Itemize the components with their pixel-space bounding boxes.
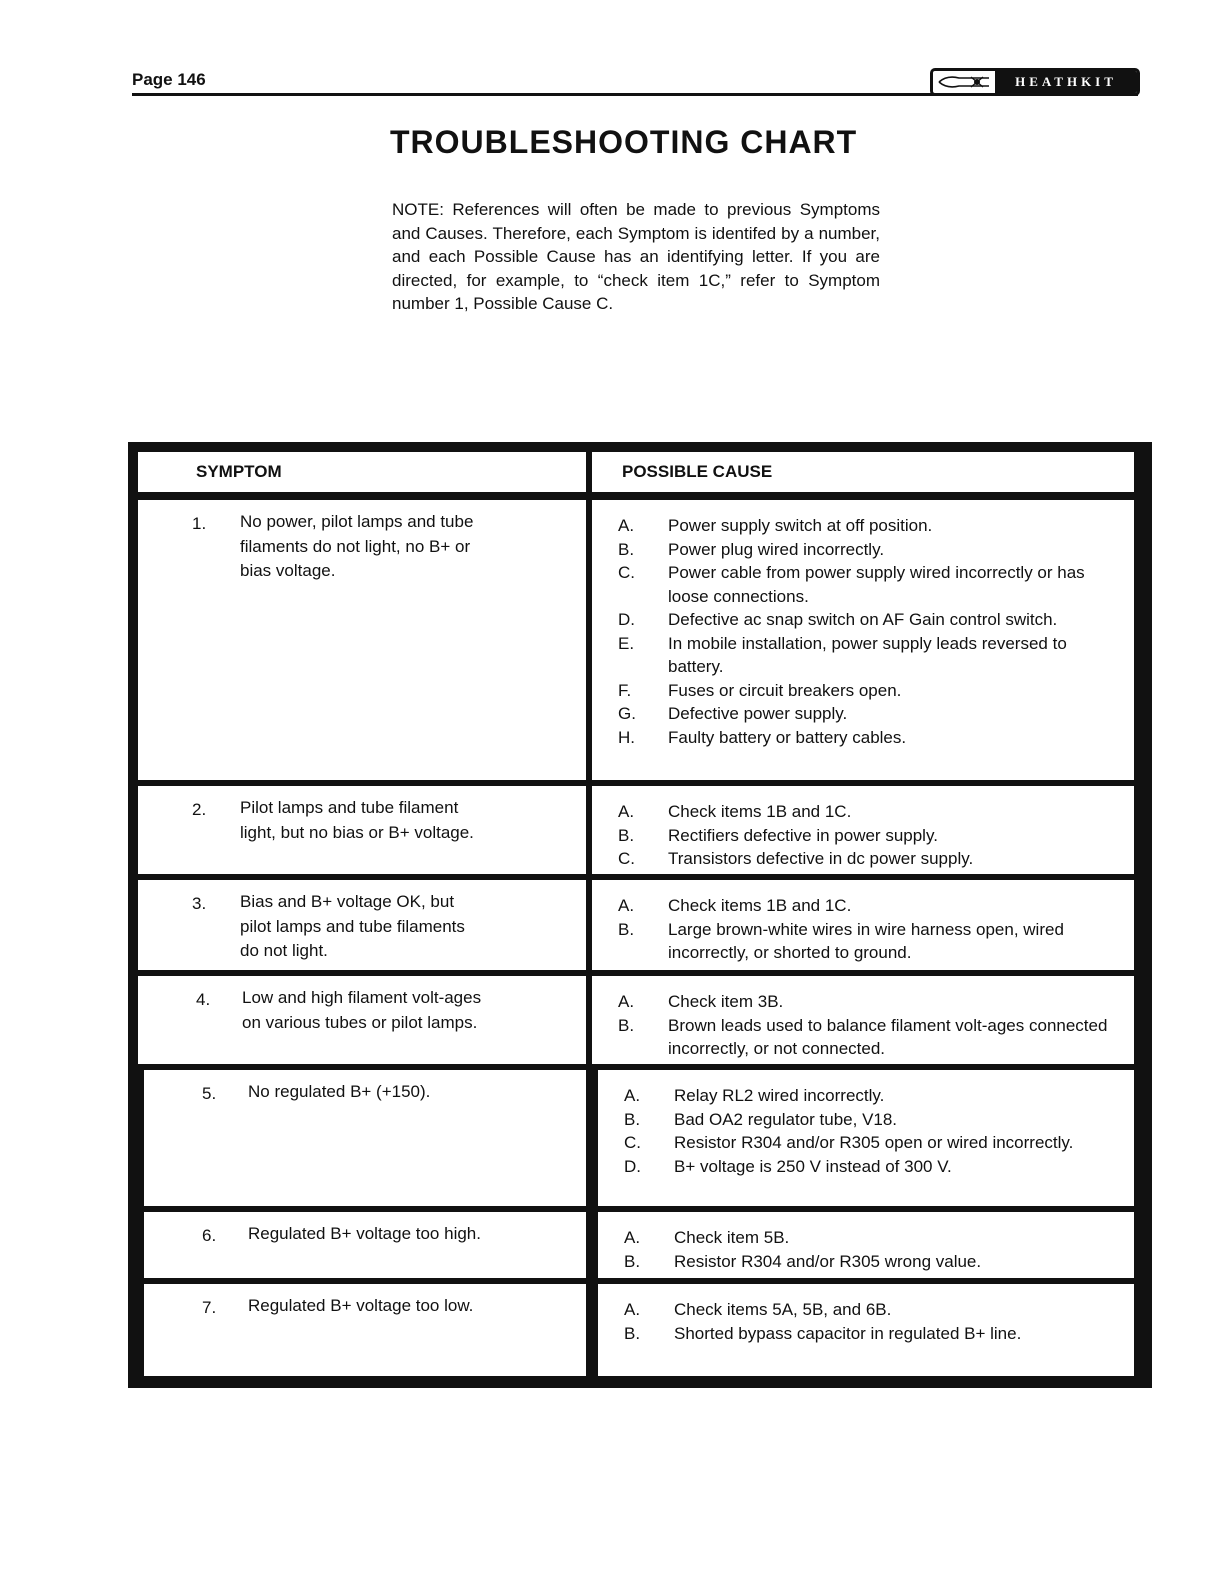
cause-text: Check items 1B and 1C. xyxy=(668,802,852,821)
symptom-cell xyxy=(138,786,586,874)
cause-letter: B. xyxy=(618,919,635,939)
cause-letter: A. xyxy=(618,896,635,915)
symptom-number: 6. xyxy=(202,1226,217,1245)
cause-item xyxy=(624,1108,1124,1132)
cause-letter: B. xyxy=(624,1251,641,1271)
cause-header-cell xyxy=(592,452,1134,492)
cause-letter: A. xyxy=(618,516,635,535)
cause-item xyxy=(618,894,1124,918)
cause-cell xyxy=(592,976,1134,1064)
cause-cell xyxy=(592,786,1134,874)
cause-letter: B. xyxy=(618,825,635,845)
cause-letter: C. xyxy=(624,1133,641,1152)
cause-item xyxy=(618,1014,1124,1061)
cause-letter: E. xyxy=(618,633,635,653)
cause-letter: A. xyxy=(618,992,635,1011)
cause-text: Shorted bypass capacitor in regulated B+ line. xyxy=(674,1323,1022,1343)
symptom-text: No power, pilot lamps and tube filaments do not light, no B+ or bias voltage. xyxy=(240,512,474,580)
cause-cell xyxy=(598,1070,1134,1206)
cause-item xyxy=(618,824,1124,848)
troubleshooting-table xyxy=(128,442,1152,1388)
cause-letter: A. xyxy=(618,802,635,821)
cause-letter: B. xyxy=(618,1015,635,1035)
cause-letter: F. xyxy=(618,680,632,700)
cause-letter: H. xyxy=(618,727,635,747)
cause-item xyxy=(624,1084,1124,1108)
symptom-number: 1. xyxy=(192,514,207,533)
cause-text: Power plug wired incorrectly. xyxy=(668,539,885,559)
cause-letter: A. xyxy=(624,1228,641,1247)
cause-text: Fuses or circuit breakers open. xyxy=(668,680,902,700)
cause-letter: C. xyxy=(618,849,635,868)
symptom-header-cell xyxy=(138,452,586,492)
cause-cell xyxy=(598,1212,1134,1278)
symptom-text: Low and high filament volt-ages on various tubes or pilot lamps. xyxy=(242,988,482,1032)
logo-wordmark: HEATHKIT xyxy=(995,71,1137,93)
symptom-cell xyxy=(144,1070,586,1206)
cause-text: Bad OA2 regulator tube, V18. xyxy=(674,1109,898,1129)
cause-item xyxy=(618,800,1124,824)
symptom-text: Regulated B+ voltage too high. xyxy=(248,1224,481,1243)
cause-text: Power supply switch at off position. xyxy=(668,516,933,535)
cause-text: In mobile installation, power supply leads reversed to battery. xyxy=(668,633,1067,676)
symptom-text: Pilot lamps and tube filament light, but no bias or B+ voltage. xyxy=(240,798,474,842)
symptom-cell xyxy=(138,976,586,1064)
cause-item xyxy=(618,561,1124,608)
cause-text: Power cable from power supply wired incorrectly or has loose connections. xyxy=(668,563,1085,606)
cause-text: B+ voltage is 250 V instead of 300 V. xyxy=(674,1156,952,1176)
cause-item xyxy=(618,608,1124,632)
cause-text: Check items 5A, 5B, and 6B. xyxy=(674,1300,892,1319)
cause-text: Brown leads used to balance filament volt-ages connected incorrectly, or not connected. xyxy=(668,1015,1108,1058)
cause-letter: A. xyxy=(624,1300,641,1319)
cause-letter: B. xyxy=(624,1109,641,1129)
cause-cell xyxy=(598,1284,1134,1376)
heathkit-logo xyxy=(930,68,1140,96)
cause-text: Defective ac snap switch on AF Gain control switch. xyxy=(668,610,1058,629)
cause-text: Large brown-white wires in wire harness open, wired incorrectly, or shorted to ground. xyxy=(668,919,1064,962)
symptom-cell xyxy=(138,880,586,970)
cause-item xyxy=(618,538,1124,562)
cause-cell xyxy=(592,500,1134,780)
symptom-text: No regulated B+ (+150). xyxy=(248,1082,431,1101)
cause-letter: G. xyxy=(618,704,636,723)
cause-item xyxy=(618,990,1124,1014)
cause-text: Check item 3B. xyxy=(668,992,784,1011)
cause-item xyxy=(618,679,1124,703)
cause-item xyxy=(618,847,1124,871)
cause-text: Relay RL2 wired incorrectly. xyxy=(674,1086,885,1105)
cause-letter: A. xyxy=(624,1086,641,1105)
cause-header: POSSIBLE CAUSE xyxy=(622,462,773,481)
cause-text: Check item 5B. xyxy=(674,1228,790,1247)
symptom-number: 5. xyxy=(202,1084,217,1103)
cause-item xyxy=(624,1250,1124,1274)
cause-item xyxy=(624,1155,1124,1179)
cause-text: Defective power supply. xyxy=(668,704,848,723)
cause-item xyxy=(618,514,1124,538)
cause-item xyxy=(624,1226,1124,1250)
page-title: TROUBLESHOOTING CHART xyxy=(390,124,858,160)
symptom-number: 7. xyxy=(202,1298,217,1317)
cause-item xyxy=(618,918,1124,965)
cause-item xyxy=(624,1322,1124,1346)
cause-letter: B. xyxy=(624,1323,641,1343)
cause-text: Check items 1B and 1C. xyxy=(668,896,852,915)
cause-item xyxy=(624,1131,1124,1155)
cause-text: Rectifiers defective in power supply. xyxy=(668,825,938,845)
cause-text: Resistor R304 and/or R305 open or wired incorrectly. xyxy=(674,1133,1074,1152)
symptom-text: Regulated B+ voltage too low. xyxy=(248,1296,474,1315)
cause-letter: D. xyxy=(624,1156,641,1176)
page-number: Page 146 xyxy=(132,70,206,89)
cause-letter: D. xyxy=(618,610,635,629)
logo-emblem-icon xyxy=(933,71,995,93)
cause-item xyxy=(618,702,1124,726)
cause-text: Resistor R304 and/or R305 wrong value. xyxy=(674,1251,982,1271)
cause-item xyxy=(618,726,1124,750)
symptom-cell xyxy=(138,500,586,780)
symptom-header: SYMPTOM xyxy=(196,462,282,481)
cause-item xyxy=(618,632,1124,679)
symptom-number: 2. xyxy=(192,800,207,819)
cause-letter: B. xyxy=(618,539,635,559)
symptom-text: Bias and B+ voltage OK, but pilot lamps and tube filaments do not light. xyxy=(240,892,465,960)
symptom-number: 3. xyxy=(192,894,207,913)
cause-letter: C. xyxy=(618,563,635,582)
symptom-cell xyxy=(144,1284,586,1376)
symptom-number: 4. xyxy=(196,990,211,1009)
symptom-cell xyxy=(144,1212,586,1278)
cause-text: Transistors defective in dc power supply. xyxy=(668,849,974,868)
cause-cell xyxy=(592,880,1134,970)
note-paragraph: NOTE: References will often be made to previous Symptoms and Causes. Therefore, each Symptom is identifed by a number, and each Possible Cause has an identifying letter. If you are directed, for example, to “check item 1C,” refer to Symptom number 1, Possible Cause C. xyxy=(392,200,880,314)
cause-text: Faulty battery or battery cables. xyxy=(668,727,907,747)
cause-item xyxy=(624,1298,1124,1322)
